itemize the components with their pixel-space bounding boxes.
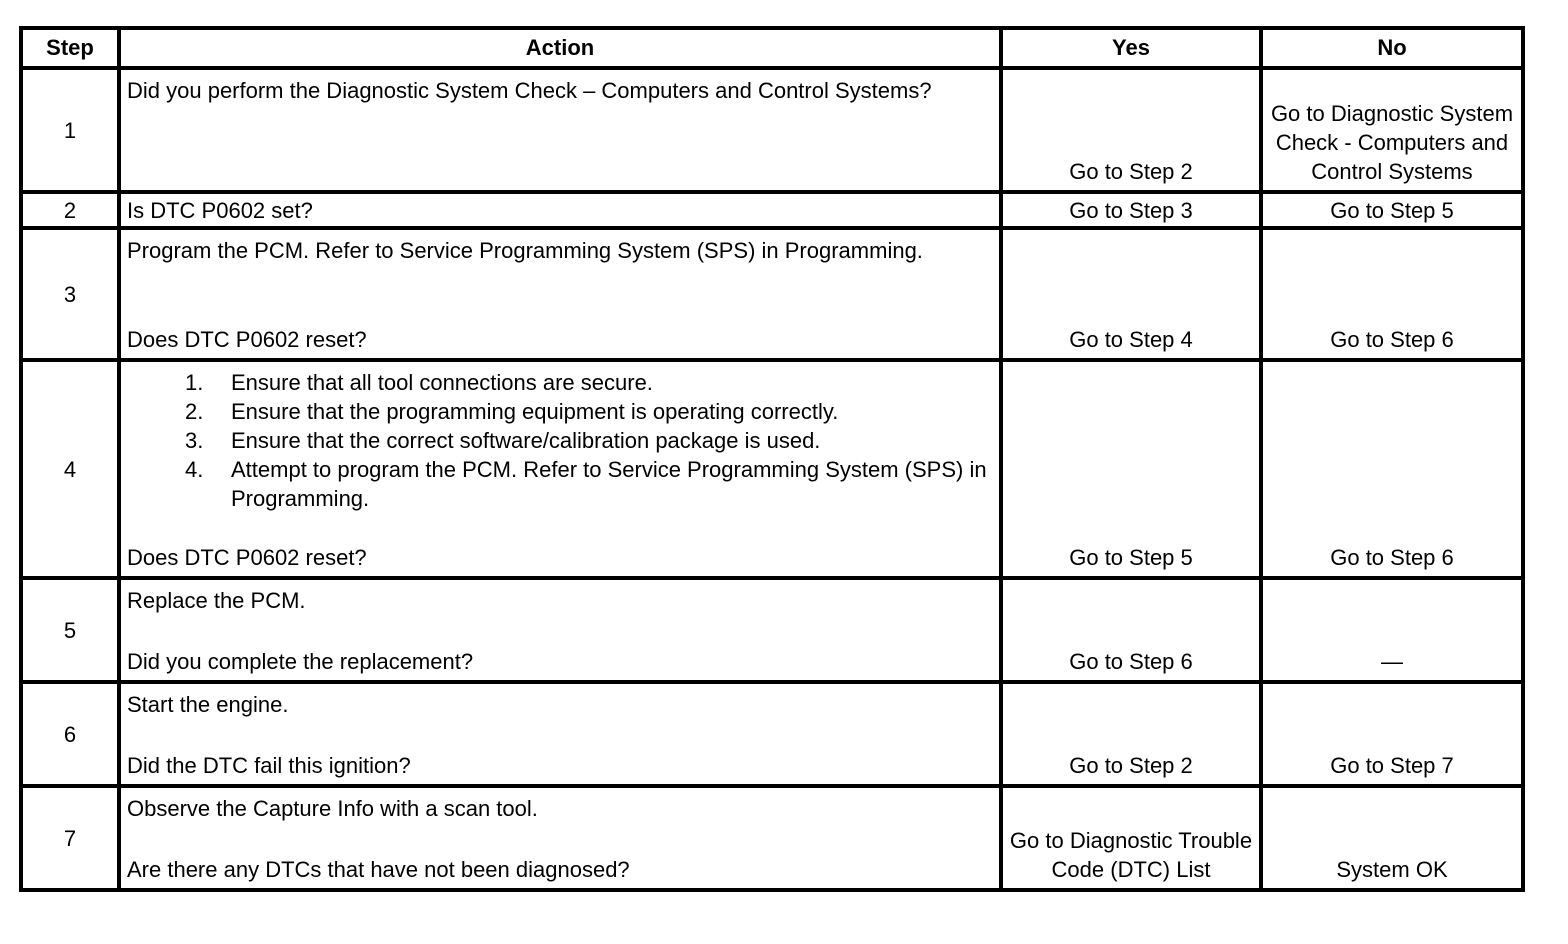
action-text: Is DTC P0602 set? [127,197,313,223]
yes-cell: Go to Step 5 [1001,360,1261,578]
action-cell [119,786,1001,890]
step-number: 4 [21,360,119,578]
action-cell [119,360,1001,578]
no-cell: System OK [1261,786,1523,890]
no-cell: — [1261,578,1523,682]
action-cell [119,68,1001,192]
list-item: 2. Ensure that the programming equipment is operating correctly. [185,399,839,424]
action-text: Observe the Capture Info with a scan tool. [127,796,538,821]
action-cell [119,578,1001,682]
action-cell [119,228,1001,360]
table-row [21,192,1523,228]
list-item: 1. Ensure that all tool connections are secure. [185,370,653,395]
no-cell: Go to Diagnostic System Check - Computers and Control Systems [1261,68,1523,192]
diagnostic-table [19,26,1525,892]
no-cell: Go to Step 7 [1261,682,1523,786]
yes-cell: Go to Step 2 [1001,68,1261,192]
header-row [21,28,1523,68]
list-item: 3. Ensure that the correct software/calibration package is used. [185,428,821,453]
action-question: Did you complete the replacement? [127,649,474,674]
yes-cell: Go to Step 6 [1001,578,1261,682]
action-question: Are there any DTCs that have not been diagnosed? [127,857,630,882]
yes-cell: Go to Step 4 [1001,228,1261,360]
table-row [21,360,1523,578]
yes-cell: Go to Step 3 [1001,192,1261,228]
action-text: Start the engine. [127,692,289,717]
action-cell [119,682,1001,786]
header-yes: Yes [1001,28,1261,68]
step-number: 6 [21,682,119,786]
step-number: 5 [21,578,119,682]
no-cell: Go to Step 5 [1261,192,1523,228]
step-number: 1 [21,68,119,192]
action-question: Does DTC P0602 reset? [127,327,367,352]
yes-cell: Go to Step 2 [1001,682,1261,786]
action-text: Did you perform the Diagnostic System Check – Computers and Control Systems? [127,78,932,103]
action-text: Replace the PCM. [127,588,306,613]
instruction-list [127,368,991,513]
table-row [21,68,1523,192]
step-number: 3 [21,228,119,360]
yes-cell: Go to Diagnostic Trouble Code (DTC) List [1001,786,1261,890]
action-question: Does DTC P0602 reset? [127,545,367,570]
step-number: 2 [21,192,119,228]
header-action: Action [119,28,1001,68]
step-number: 7 [21,786,119,890]
table-row [21,786,1523,890]
action-cell [119,192,1001,228]
action-text: Program the PCM. Refer to Service Programming System (SPS) in Programming. [127,238,923,263]
list-item: 4. Attempt to program the PCM. Refer to Service Programming System (SPS) in Programming. [185,457,987,511]
no-cell: Go to Step 6 [1261,360,1523,578]
table-row [21,228,1523,360]
table-row [21,578,1523,682]
header-step: Step [21,28,119,68]
table-row [21,682,1523,786]
action-question: Did the DTC fail this ignition? [127,753,411,778]
header-no: No [1261,28,1523,68]
no-cell: Go to Step 6 [1261,228,1523,360]
